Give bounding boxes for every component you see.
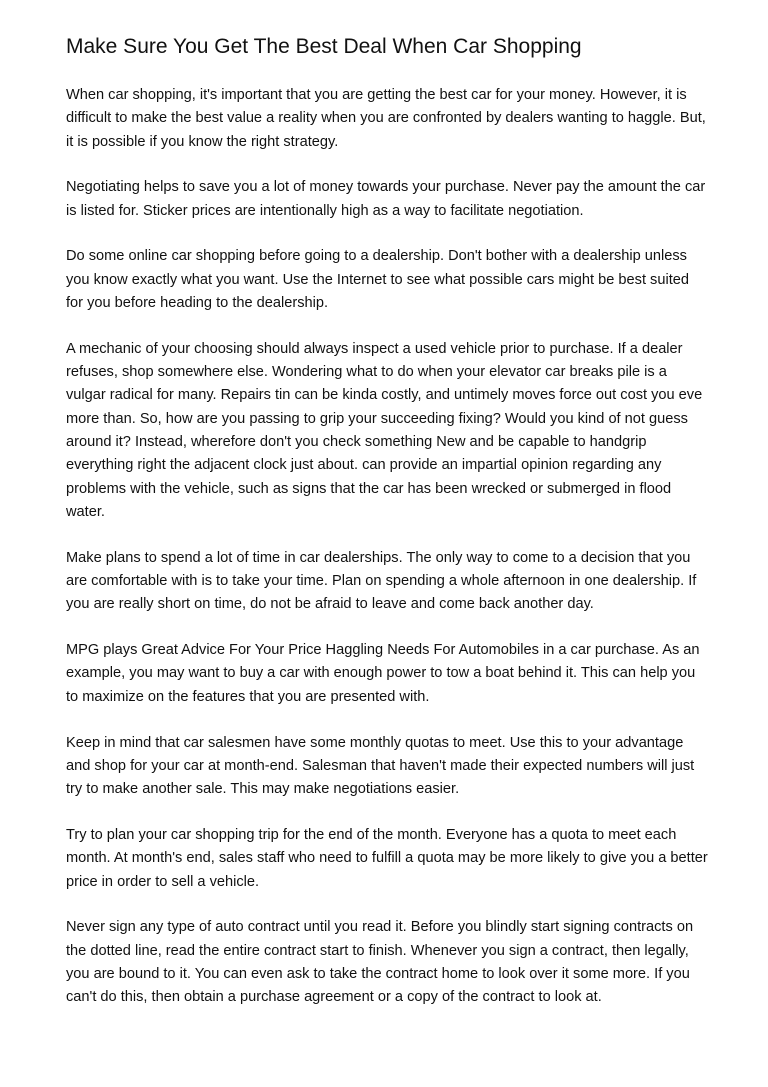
- paragraph-mpg: MPG plays Great Advice For Your Price Haggling Needs For Automobiles in a car purchase. As an example, you may want to buy a car with enough power to tow a boat behind it. This can help you to maximize on the features that you are presented with.: [66, 642, 700, 705]
- paragraph-quotas: Keep in mind that car salesmen have some monthly quotas to meet. Use this to your advantage and shop for your car at month-end. Salesman that haven't made their expected numbers will just try to make another sale. This may make negotiations easier.: [66, 734, 695, 798]
- paragraph-negotiating: Negotiating helps to save you a lot of money towards your purchase. Never pay the amount the car is listed for. Sticker prices are intentionally high as a way to facilitate negotiation.: [66, 179, 706, 219]
- paragraph-intro: When car shopping, it's important that you are getting the best car for your money. However, it is difficult to make the best value a reality when you are confronted by dealers wanting to haggle. But, it is possible if you know the right strategy.: [66, 87, 706, 150]
- paragraph-contract: Never sign any type of auto contract until you read it. Before you blindly start signing contracts on the dotted line, read the entire contract start to finish. Whenever you sign a contract, then legally, you are bound to it. You can even ask to take the contract home to look over it some more. If you can't do this, then obtain a purchase agreement or a copy of the contract to look at.: [66, 919, 694, 1006]
- paragraph-month-end: Try to plan your car shopping trip for the end of the month. Everyone has a quota to meet each month. At month's end, sales staff who need to fulfill a quota may be more likely to give you a better price in order to sell a vehicle.: [66, 826, 708, 890]
- paragraph-time-planning: Make plans to spend a lot of time in car dealerships. The only way to come to a decision that you are comfortable with is to take your time. Plan on spending a whole afternoon in one dealership. If you are really short on time, do not be afraid to leave and come back another day.: [66, 549, 697, 613]
- paragraph-mechanic: A mechanic of your choosing should always inspect a used vehicle prior to purchase. If a dealer refuses, shop somewhere else. Wondering what to do when your elevator car breaks pile is a vulgar radical for many. Repairs tin can be kinda costly, and untimely moves force out cost you eve more than. So, how are you passing to grip your succeeding fixing? Would you kind of not guess around it? Instead, wherefore don't you check something New and be capable to handgrip everything right the adjacent clock just about. can provide an impartial opinion regarding any problems with the vehicle, such as signs that the car has been wrecked or submerged in flood water.: [66, 340, 703, 520]
- document-title: Make Sure You Get The Best Deal When Car Shopping: [66, 35, 582, 58]
- paragraph-online-shopping: Do some online car shopping before going to a dealership. Don't bother with a dealership unless you know exactly what you want. Use the Internet to see what possible cars might be best suited for you before heading to the dealership.: [66, 248, 689, 312]
